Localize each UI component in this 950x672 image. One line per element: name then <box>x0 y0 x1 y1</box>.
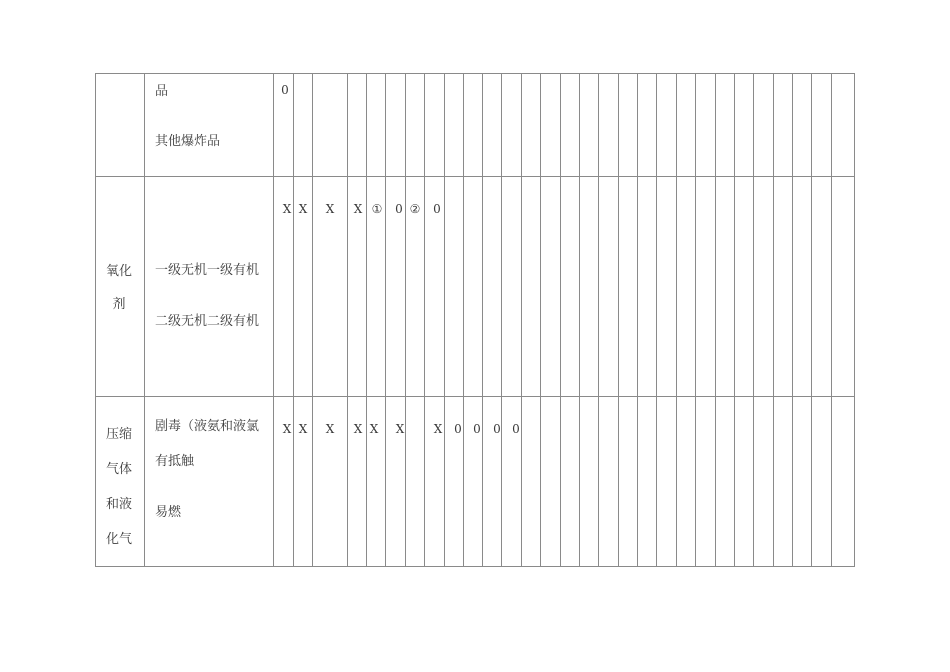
table-border-top <box>95 73 855 74</box>
compatibility-mark: ② <box>409 202 421 216</box>
table-border-right <box>854 73 855 567</box>
col-divider <box>424 73 425 567</box>
col-divider <box>637 73 638 567</box>
col-divider <box>695 73 696 567</box>
col-divider <box>385 73 386 567</box>
category-label-line: 化气 <box>105 532 132 547</box>
category-label-line: 气体 <box>105 462 132 477</box>
col-divider <box>773 73 774 567</box>
compatibility-mark: 0 <box>281 83 289 97</box>
category-label-line: 压缩 <box>105 427 132 442</box>
col-divider <box>656 73 657 567</box>
col-divider <box>676 73 677 567</box>
col-divider <box>347 73 348 567</box>
compatibility-mark: 0 <box>473 422 481 436</box>
compatibility-mark: X <box>298 422 308 436</box>
col-divider <box>579 73 580 567</box>
compatibility-mark: X <box>325 422 335 436</box>
col-divider <box>405 73 406 567</box>
category-label-line: 剂 <box>112 297 126 312</box>
col-divider <box>598 73 599 567</box>
col-divider <box>753 73 754 567</box>
row-label-line: 其他爆炸品 <box>155 134 221 149</box>
table-border-bottom <box>95 566 855 567</box>
category-label-line: 和液 <box>105 497 132 512</box>
col-divider <box>501 73 502 567</box>
compatibility-mark: X <box>369 422 379 436</box>
compatibility-mark: X <box>433 422 443 436</box>
compatibility-mark: X <box>353 422 363 436</box>
compatibility-mark: 0 <box>454 422 462 436</box>
col-divider <box>560 73 561 567</box>
row-label-line: 有抵触 <box>155 454 195 469</box>
compatibility-mark: 0 <box>433 202 441 216</box>
compatibility-mark: X <box>282 202 292 216</box>
compatibility-mark: ① <box>371 202 383 216</box>
col-divider <box>831 73 832 567</box>
compatibility-mark: 0 <box>395 202 403 216</box>
row-divider <box>95 176 855 177</box>
col-divider <box>811 73 812 567</box>
col-divider <box>366 73 367 567</box>
row-label-line: 剧毒（液氨和液氯 <box>155 419 260 434</box>
col-divider <box>734 73 735 567</box>
col-divider <box>792 73 793 567</box>
col-divider <box>463 73 464 567</box>
compatibility-mark: 0 <box>493 422 501 436</box>
compatibility-mark: X <box>282 422 292 436</box>
row-label-line: 品 <box>155 84 169 99</box>
compatibility-mark: 0 <box>512 422 520 436</box>
compatibility-mark: X <box>298 202 308 216</box>
col-divider <box>618 73 619 567</box>
compatibility-mark: X <box>395 422 405 436</box>
compatibility-mark: X <box>325 202 335 216</box>
col-divider <box>144 73 145 567</box>
category-label-line: 氧化 <box>105 264 132 279</box>
col-divider <box>293 73 294 567</box>
col-divider <box>312 73 313 567</box>
col-divider <box>540 73 541 567</box>
col-divider <box>444 73 445 567</box>
compatibility-mark: X <box>353 202 363 216</box>
col-divider <box>482 73 483 567</box>
col-divider <box>521 73 522 567</box>
row-divider <box>95 396 855 397</box>
col-divider <box>715 73 716 567</box>
compatibility-table <box>95 73 855 567</box>
row-label-line: 一级无机一级有机 <box>155 263 260 278</box>
row-label-line: 易燃 <box>155 505 182 520</box>
col-divider <box>273 73 274 567</box>
row-label-line: 二级无机二级有机 <box>155 314 260 329</box>
